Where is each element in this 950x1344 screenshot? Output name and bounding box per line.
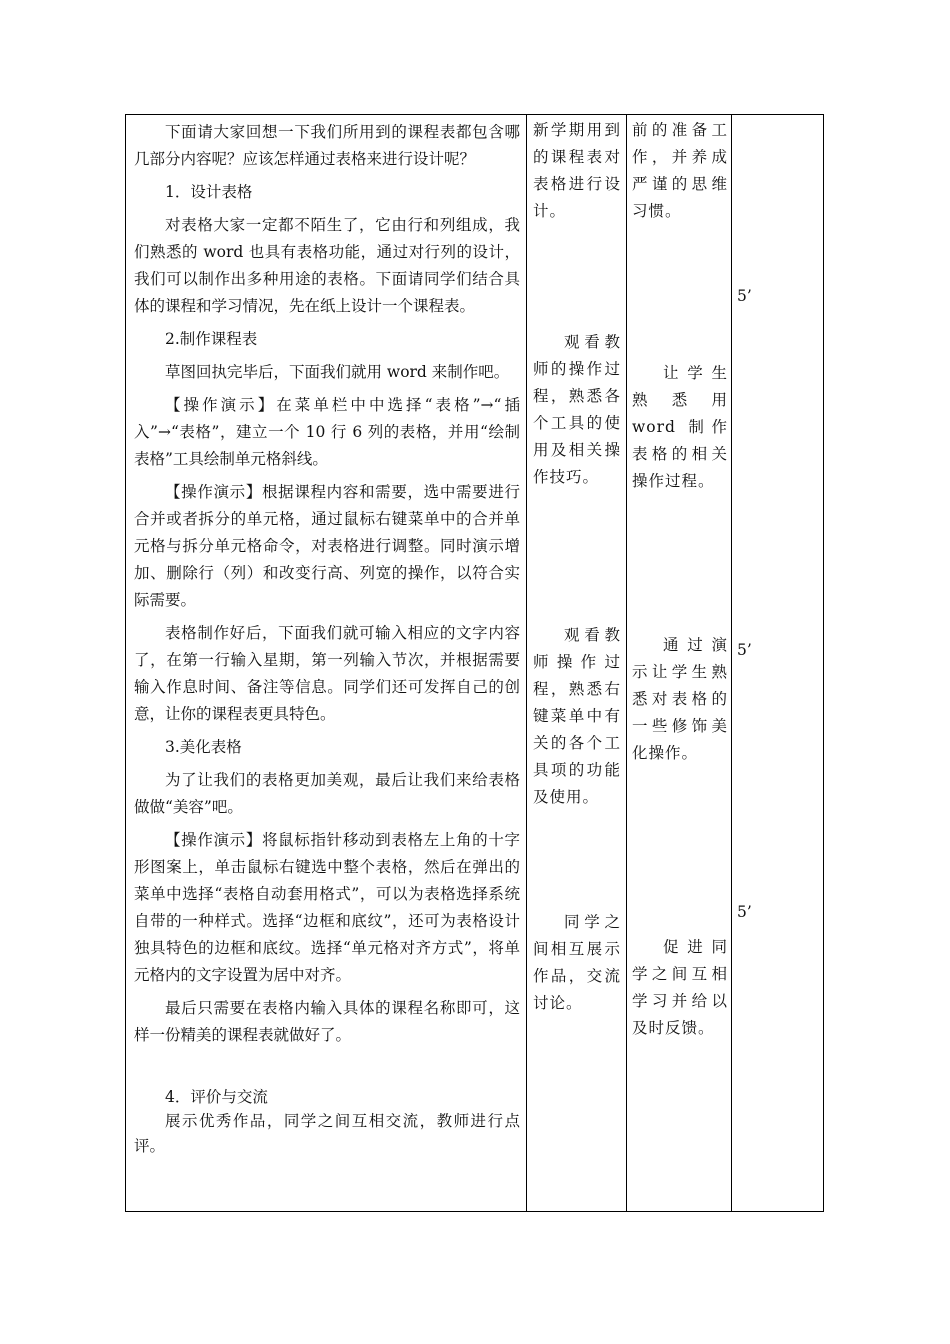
section-heading: 3.美化表格 — [165, 738, 242, 756]
section-heading: 1．设计表格 — [165, 183, 253, 201]
paragraph: 【操作演示】将鼠标指针移动到表格左上角的十字形图案上，单击鼠标右键选中整个表格，然后在弹出的菜单中选择“表格自动套用格式”，可以为表格选择系统自带的一种样式。选择“边框和底纹”，还可为表格设计独具特色的边框和底纹。选择“单元格对齐方式”，将单元格内的文字设置为居中对齐。 — [134, 831, 520, 984]
paragraph: 下面请大家回想一下我们所用到的课程表都包含哪几部分内容呢？应该怎样通过表格来进行设计呢？ — [134, 123, 520, 168]
student-activity-text: 观看教师操作过程，熟悉右键菜单中有关的各个工具项的功能及使用。 — [533, 626, 621, 806]
column-divider — [731, 114, 732, 1212]
student-activity-text: 同学之间相互展示作品，交流讨论。 — [533, 913, 621, 1012]
student-activity-text: 观看教师的操作过程，熟悉各个工具的使用及相关操作技巧。 — [533, 333, 621, 486]
paragraph: 草图回执完毕后，下面我们就用 word 来制作吧。 — [165, 363, 510, 381]
time-cell — [737, 114, 819, 1212]
paragraph: 【操作演示】根据课程内容和需要，选中需要进行合并或者拆分的单元格，通过鼠标右键菜单中的合并单元格与拆分单元格命令，对表格进行调整。同时演示增加、删除行（列）和改变行高、列宽的操作，以符合实际需要。 — [134, 483, 520, 609]
design-intent-text: 促进同学之间互相学习并给以及时反馈。 — [632, 938, 728, 1037]
design-intent-text: 前的准备工作，并养成严谨的思维习惯。 — [632, 121, 728, 220]
paragraph: 为了让我们的表格更加美观，最后让我们来给表格做做“美容”吧。 — [134, 771, 520, 816]
time-value: 5’ — [737, 903, 752, 921]
paragraph: 展示优秀作品，同学之间互相交流，教师进行点评。 — [134, 1112, 520, 1155]
section-heading: 2.制作课程表 — [165, 330, 258, 348]
column-divider — [626, 114, 627, 1212]
student-activity-text: 新学期用到的课程表对表格进行设计。 — [533, 121, 621, 220]
design-intent-cell — [632, 114, 728, 1212]
teaching-content-cell — [134, 114, 520, 1159]
design-intent-text: 通过演示让学生熟悉对表格的一些修饰美化操作。 — [632, 636, 728, 762]
section-heading: 4．评价与交流 — [165, 1088, 268, 1106]
column-divider — [526, 114, 527, 1212]
design-intent-text: 让学生熟悉用 word 制作表格的相关操作过程。 — [632, 364, 728, 490]
paragraph: 最后只需要在表格内输入具体的课程名称即可，这样一份精美的课程表就做好了。 — [134, 999, 520, 1044]
student-activity-cell — [533, 114, 621, 1212]
paragraph: 表格制作好后，下面我们就可输入相应的文字内容了，在第一行输入星期，第一列输入节次，并根据需要输入作息时间、备注等信息。同学们还可发挥自己的创意，让你的课程表更具特色。 — [134, 624, 520, 723]
time-value: 5’ — [737, 641, 752, 659]
paragraph: 对表格大家一定都不陌生了，它由行和列组成，我们熟悉的 word 也具有表格功能，通过对行列的设计，我们可以制作出多种用途的表格。下面请同学们结合具体的课程和学习情况，先在纸上设计一个课程表。 — [134, 216, 520, 315]
paragraph: 【操作演示】在菜单栏中中选择“表格”→“插入”→“表格”，建立一个 10 行 6 列的表格，并用“绘制表格”工具绘制单元格斜线。 — [134, 396, 520, 468]
time-value: 5’ — [737, 287, 752, 305]
